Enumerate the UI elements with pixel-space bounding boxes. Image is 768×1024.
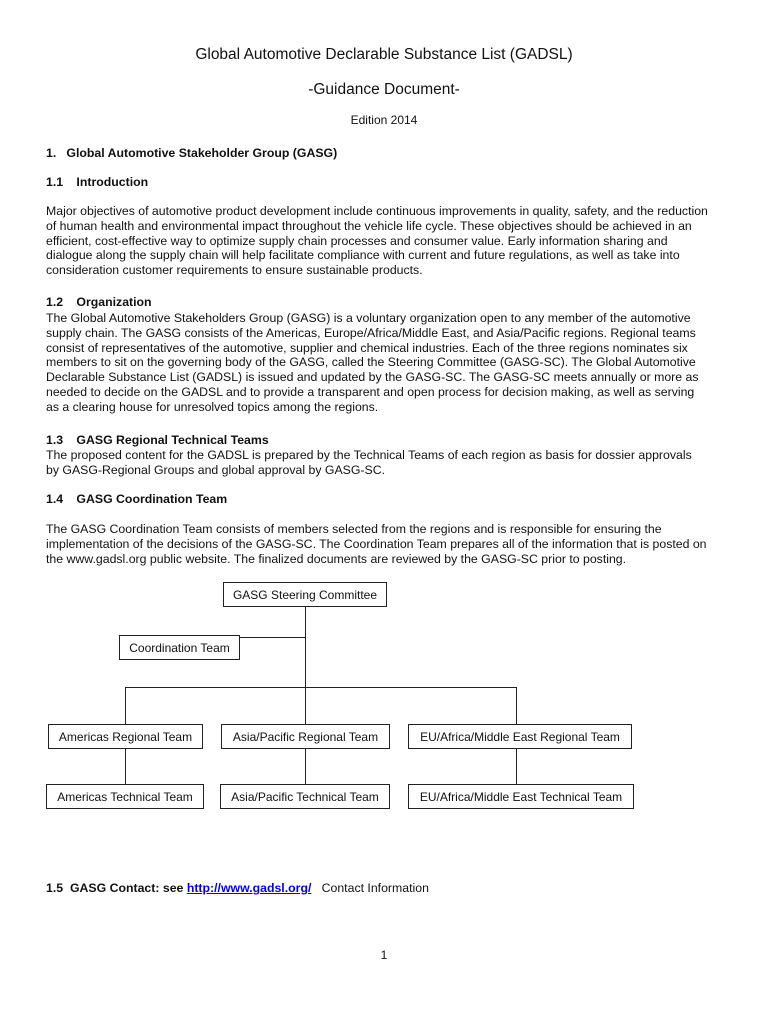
paragraph-line: the www.gadsl.org public website. The finalized documents are reviewed by the GASG-SC prior to posting. (46, 551, 627, 566)
section-1-4-heading (46, 492, 227, 506)
paragraph-line: The Global Automotive Stakeholders Group (GASG) is a voluntary organization open to any member of the automotive (46, 311, 691, 325)
americas-regional-team-box: Americas Regional Team (48, 724, 203, 749)
section-1-3-heading (46, 433, 269, 447)
section-1-heading (46, 146, 337, 160)
edition-label: Edition 2014 (350, 113, 418, 127)
page-number: 1 (380, 948, 388, 962)
steering-committee-box: GASG Steering Committee (223, 582, 387, 607)
paragraph-line: implementation of the decisions of the GASG-SC. The Coordination Team prepares all of the information that is posted on (46, 536, 707, 551)
paragraph-line: of human health and environmental impact throughout the vehicle life cycle. These objectives should be achieved in an (46, 218, 692, 233)
section-title: GASG Contact: see (69, 881, 184, 895)
section-title: Organization (76, 295, 152, 309)
paragraph-line: Major objectives of automotive product development include continuous improvements in quality, safety, and the reduction (46, 204, 708, 218)
paragraph-line: members to sit on the governing body of the GASG, called the Steering Committee (GASG-SC). The Global Automotive (46, 355, 696, 370)
connector-line (305, 606, 306, 688)
paragraph-line: consist of representatives of the automotive, supplier and chemical industries. Each of the three regions nominates six (46, 340, 688, 355)
section-1-5-contact (46, 881, 429, 895)
paragraph-line: Declarable Substance List (GADSL) is issued and updated by the GASG-SC. The GASG-SC meets annually or more as (46, 370, 699, 385)
paragraph-line: as a clearing house for unresolved topics among the regions. (46, 399, 379, 414)
connector-line (305, 749, 306, 784)
paragraph-line: consideration customer requirements to ensure sustainable products. (46, 263, 423, 278)
section-number: 1.2 (46, 295, 64, 309)
coordination-team-paragraph (46, 522, 730, 566)
section-title: Global Automotive Stakeholder Group (GASG) (66, 146, 338, 160)
section-number: 1.1 (46, 175, 64, 189)
section-1-2-heading (46, 295, 152, 309)
paragraph-line: efficient, cost-effective way to optimize supply chain processes and consumer value. Early information sharing and (46, 233, 668, 248)
introduction-paragraph (46, 204, 730, 278)
connector-line (125, 687, 516, 688)
connector-line (125, 749, 126, 784)
contact-information-label: Contact Information (321, 881, 429, 895)
connector-line (125, 687, 126, 724)
connector-line (240, 637, 305, 638)
paragraph-line: supply chain. The GASG consists of the Americas, Europe/Africa/Middle East, and Asia/Pacific regions. Regional teams (46, 325, 696, 340)
eu-africa-middle-east-regional-team-box: EU/Africa/Middle East Regional Team (408, 724, 632, 749)
connector-line (305, 687, 306, 724)
asia-pacific-regional-team-box: Asia/Pacific Regional Team (221, 724, 390, 749)
document-subtitle: -Guidance Document- (308, 81, 460, 98)
section-title: GASG Regional Technical Teams (76, 433, 269, 447)
section-number: 1.4 (46, 492, 64, 506)
section-number: 1.5 (46, 881, 64, 895)
eu-africa-middle-east-technical-team-box: EU/Africa/Middle East Technical Team (408, 784, 634, 809)
connector-line (516, 749, 517, 784)
technical-teams-paragraph (46, 448, 730, 478)
asia-pacific-technical-team-box: Asia/Pacific Technical Team (220, 784, 390, 809)
paragraph-line: by GASG-Regional Groups and global approval by GASG-SC. (46, 462, 386, 477)
coordination-team-box: Coordination Team (119, 635, 240, 660)
paragraph-line: The GASG Coordination Team consists of members selected from the regions and is responsible for ensuring the (46, 522, 662, 536)
gadsl-website-link[interactable]: http://www.gadsl.org/ (186, 881, 312, 895)
section-title: GASG Coordination Team (76, 492, 228, 506)
section-title: Introduction (76, 175, 149, 189)
document-title: Global Automotive Declarable Substance List (GADSL) (195, 46, 573, 63)
section-number: 1.3 (46, 433, 64, 447)
americas-technical-team-box: Americas Technical Team (46, 784, 204, 809)
organization-paragraph (46, 311, 730, 415)
paragraph-line: dialogue along the supply chain will help facilitate compliance with current and future regulations, as well as take into (46, 248, 680, 263)
section-1-1-heading (46, 175, 148, 189)
paragraph-line: The proposed content for the GADSL is prepared by the Technical Teams of each region as basis for dossier approvals (46, 448, 692, 462)
section-number: 1. (46, 146, 57, 160)
paragraph-line: needed to decide on the GADSL and to provide a transparent and open process for decision making, as well as serving (46, 384, 695, 399)
connector-line (516, 687, 517, 724)
